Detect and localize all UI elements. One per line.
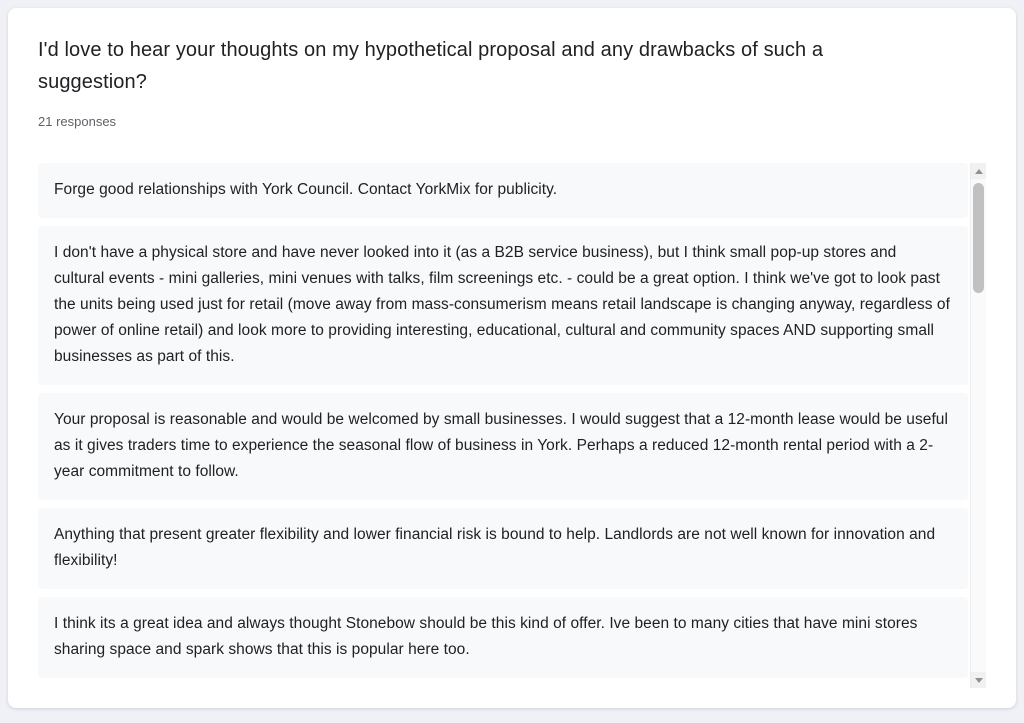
response-count: 21 responses xyxy=(38,114,117,129)
responses-card xyxy=(8,8,1016,708)
responses-list xyxy=(38,163,968,688)
page-title: I'd love to hear your thoughts on my hypothetical proposal and any drawbacks of such a suggestion? xyxy=(38,39,824,93)
scroll-up-icon[interactable] xyxy=(971,163,986,179)
list-item: Forge good relationships with York Council. Contact YorkMix for publicity. xyxy=(38,163,968,218)
list-item: Your proposal is reasonable and would be welcomed by small businesses. I would suggest that a 12-month lease would be useful as it gives traders time to experience the seasonal flow of business in York. Perhaps a reduced 12-month rental period with a 2-year commitment to follow. xyxy=(38,393,968,500)
scrollbar-thumb[interactable] xyxy=(973,183,984,293)
responses-area xyxy=(38,163,986,688)
scroll-down-icon[interactable] xyxy=(971,672,986,688)
list-item: I don't have a physical store and have never looked into it (as a B2B service business), but I think small pop-up stores and cultural events - mini galleries, mini venues with talks, film screenings etc. - could be a great option. I think we've got to look past the units being used just for retail (move away from mass-consumerism means retail landscape is changing anyway, regardless of power of online retail) and look more to providing interesting, educational, cultural and community spaces AND supporting small businesses as part of this. xyxy=(38,226,968,385)
scrollbar[interactable] xyxy=(970,163,986,688)
list-item: Anything that present greater flexibility and lower financial risk is bound to help. Landlords are not well known for innovation and flexibility! xyxy=(38,508,968,589)
list-item: I think its a great idea and always thought Stonebow should be this kind of offer. Ive been to many cities that have mini stores sharing space and spark shows that this is popular here too. xyxy=(38,597,968,678)
